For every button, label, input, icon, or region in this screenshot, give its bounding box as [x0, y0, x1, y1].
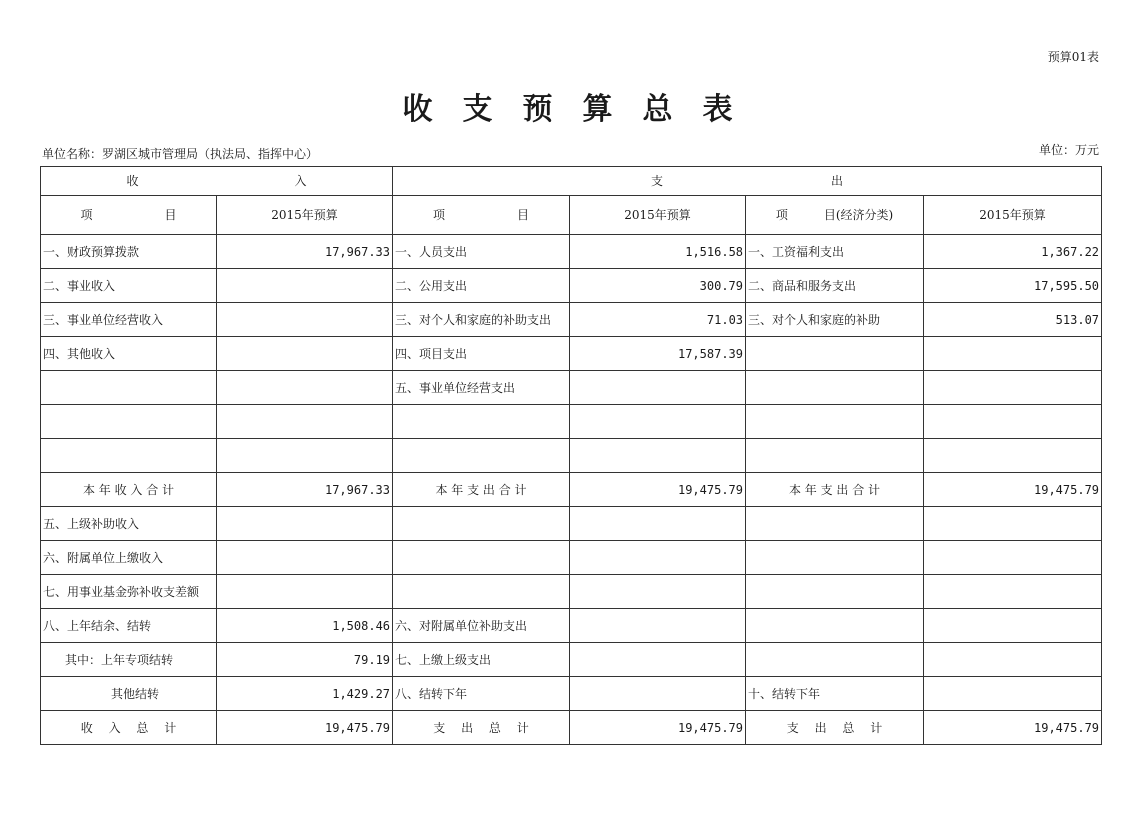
economic-subtotal-label: 本 年 支 出 合 计: [746, 473, 924, 507]
expense-amount: [570, 575, 746, 609]
table-row: [41, 405, 1102, 439]
income-item: 三、事业单位经营收入: [41, 303, 217, 337]
expense-amount: [570, 507, 746, 541]
economic-amount: [924, 609, 1102, 643]
income-item: [41, 371, 217, 405]
table-row: [41, 269, 1102, 303]
income-item: [41, 405, 217, 439]
expense-amount: [570, 609, 746, 643]
income-amount: [217, 575, 393, 609]
economic-amount: [924, 677, 1102, 711]
grand-total-row: [41, 711, 1102, 745]
income-item: 其中：上年专项结转: [41, 643, 217, 677]
table-row: [41, 677, 1102, 711]
income-amount: [217, 337, 393, 371]
income-item: 五、上级补助收入: [41, 507, 217, 541]
expense-total-amount: 19,475.79: [570, 711, 746, 745]
economic-item: [746, 337, 924, 371]
economic-amount: [924, 541, 1102, 575]
col-expense-item: 项 目: [393, 196, 570, 235]
economic-amount: [924, 507, 1102, 541]
expense-amount: 17,587.39: [570, 337, 746, 371]
income-amount: 1,508.46: [217, 609, 393, 643]
economic-subtotal-amount: 19,475.79: [924, 473, 1102, 507]
expense-item: 二、公用支出: [393, 269, 570, 303]
economic-item: [746, 643, 924, 677]
col-income-budget: 2015年预算: [217, 196, 393, 235]
expense-item: 三、对个人和家庭的补助支出: [393, 303, 570, 337]
table-row: [41, 643, 1102, 677]
income-amount: [217, 303, 393, 337]
economic-item: 一、工资福利支出: [746, 235, 924, 269]
header-row-columns: [41, 196, 1102, 235]
table-row: [41, 439, 1102, 473]
income-subtotal-label: 本 年 收 入 合 计: [41, 473, 217, 507]
income-total-label: 收 入 总 计: [41, 711, 217, 745]
economic-item: [746, 439, 924, 473]
economic-amount: 513.07: [924, 303, 1102, 337]
income-total-amount: 19,475.79: [217, 711, 393, 745]
col-income-item: 项 目: [41, 196, 217, 235]
economic-amount: [924, 371, 1102, 405]
economic-item: [746, 609, 924, 643]
income-amount: 17,967.33: [217, 235, 393, 269]
expense-item: 一、人员支出: [393, 235, 570, 269]
income-amount: 79.19: [217, 643, 393, 677]
col-expense-budget: 2015年预算: [570, 196, 746, 235]
income-item: 一、财政预算拨款: [41, 235, 217, 269]
expense-subtotal-label: 本 年 支 出 合 计: [393, 473, 570, 507]
expense-item: 八、结转下年: [393, 677, 570, 711]
expense-item: [393, 507, 570, 541]
form-number: 预算01表: [1047, 50, 1099, 64]
table-row: [41, 303, 1102, 337]
economic-item: [746, 575, 924, 609]
table-row: [41, 575, 1102, 609]
economic-total-label: 支 出 总 计: [746, 711, 924, 745]
col-economic-item: 项 目(经济分类): [746, 196, 924, 235]
economic-amount: 1,367.22: [924, 235, 1102, 269]
income-amount: [217, 507, 393, 541]
expense-amount: [570, 439, 746, 473]
income-item: 六、附属单位上缴收入: [41, 541, 217, 575]
col-economic-budget: 2015年预算: [924, 196, 1102, 235]
income-amount: [217, 405, 393, 439]
expense-header: 支 出: [393, 167, 1102, 196]
economic-amount: [924, 439, 1102, 473]
income-amount: [217, 371, 393, 405]
expense-subtotal-amount: 19,475.79: [570, 473, 746, 507]
expense-item: [393, 575, 570, 609]
economic-item: [746, 507, 924, 541]
expense-item: 七、上缴上级支出: [393, 643, 570, 677]
expense-amount: 1,516.58: [570, 235, 746, 269]
expense-total-label: 支 出 总 计: [393, 711, 570, 745]
economic-amount: 17,595.50: [924, 269, 1102, 303]
expense-item: 五、事业单位经营支出: [393, 371, 570, 405]
economic-amount: [924, 575, 1102, 609]
table-row: [41, 507, 1102, 541]
expense-item: 四、项目支出: [393, 337, 570, 371]
table-row: [41, 541, 1102, 575]
income-item: 二、事业收入: [41, 269, 217, 303]
currency-unit: 单位：万元: [1038, 143, 1099, 157]
table-row: [41, 609, 1102, 643]
budget-summary-table: [40, 166, 1102, 745]
unit-name: 单位名称：罗湖区城市管理局（执法局、指挥中心）: [42, 147, 319, 161]
table-row: [41, 337, 1102, 371]
economic-amount: [924, 405, 1102, 439]
expense-item: [393, 405, 570, 439]
income-item: 七、用事业基金弥补收支差额: [41, 575, 217, 609]
income-header: 收 入: [41, 167, 393, 196]
expense-amount: [570, 677, 746, 711]
income-amount: [217, 269, 393, 303]
income-item: 四、其他收入: [41, 337, 217, 371]
expense-item: [393, 439, 570, 473]
economic-item: 三、对个人和家庭的补助: [746, 303, 924, 337]
income-item: 其他结转: [41, 677, 217, 711]
table-row: [41, 235, 1102, 269]
economic-item: [746, 371, 924, 405]
expense-amount: 300.79: [570, 269, 746, 303]
subtotal-row: [41, 473, 1102, 507]
expense-item: 六、对附属单位补助支出: [393, 609, 570, 643]
economic-item: [746, 541, 924, 575]
income-item: [41, 439, 217, 473]
expense-item: [393, 541, 570, 575]
economic-amount: [924, 643, 1102, 677]
economic-item: [746, 405, 924, 439]
economic-item: 十、结转下年: [746, 677, 924, 711]
expense-amount: [570, 541, 746, 575]
income-amount: [217, 439, 393, 473]
expense-amount: [570, 643, 746, 677]
economic-item: 二、商品和服务支出: [746, 269, 924, 303]
page-title: 收支预算总表: [402, 92, 763, 127]
table-row: [41, 371, 1102, 405]
expense-amount: [570, 371, 746, 405]
expense-amount: [570, 405, 746, 439]
income-item: 八、上年结余、结转: [41, 609, 217, 643]
economic-amount: [924, 337, 1102, 371]
expense-amount: 71.03: [570, 303, 746, 337]
income-subtotal-amount: 17,967.33: [217, 473, 393, 507]
header-row-group: [41, 167, 1102, 196]
income-amount: [217, 541, 393, 575]
income-amount: 1,429.27: [217, 677, 393, 711]
economic-total-amount: 19,475.79: [924, 711, 1102, 745]
